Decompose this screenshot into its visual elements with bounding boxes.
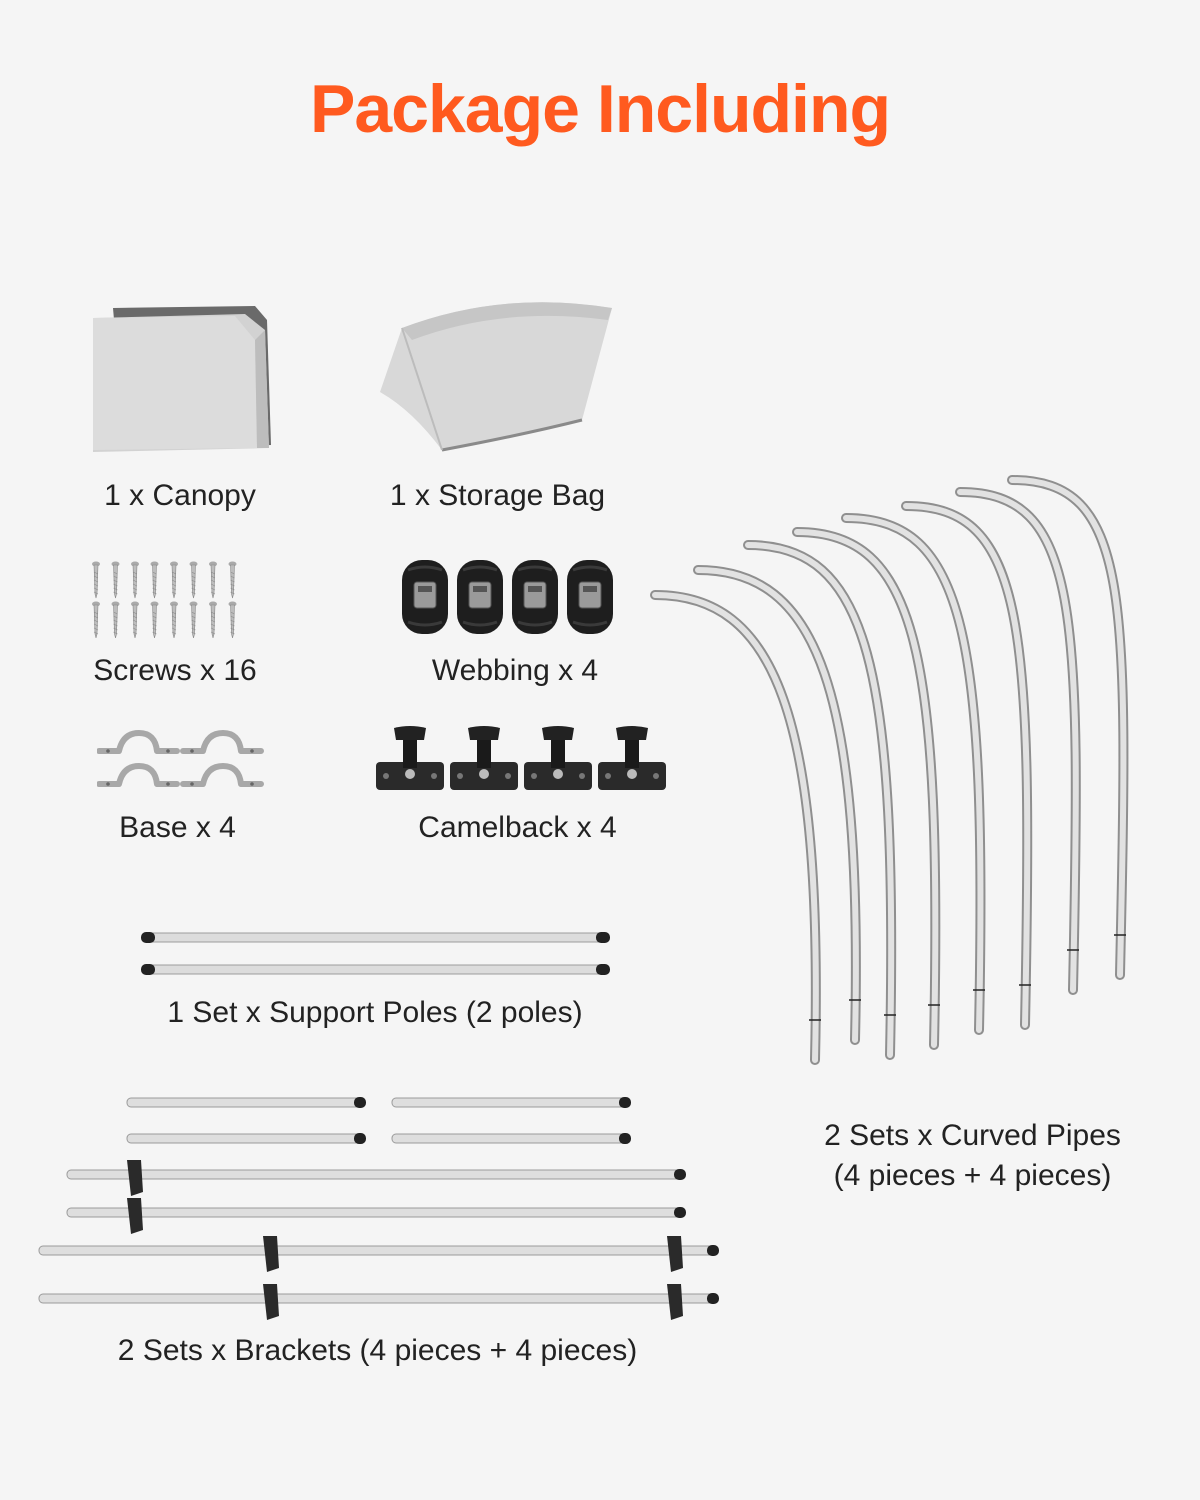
- webbing-roll: [402, 560, 448, 634]
- webbing-roll: [567, 560, 613, 634]
- bracket-clamp: [667, 1236, 683, 1272]
- webbing-image: [398, 556, 623, 638]
- screw: [131, 602, 139, 639]
- screws-label: Screws x 16: [93, 654, 257, 687]
- bracket-rod: [67, 1207, 686, 1218]
- curved-pipe: [655, 595, 821, 1060]
- webbing-roll: [512, 560, 558, 634]
- curved-pipes-label-line1: 2 Sets x Curved Pipes: [824, 1119, 1121, 1152]
- screw: [151, 562, 159, 599]
- screw: [229, 562, 237, 599]
- canopy-label: 1 x Canopy: [104, 479, 256, 512]
- bracket-rod: [39, 1245, 719, 1256]
- curved-pipe: [906, 506, 1031, 1025]
- screw: [131, 562, 139, 599]
- screw: [92, 562, 100, 599]
- camelback-image: [372, 724, 672, 794]
- camelback-knob: [450, 726, 518, 790]
- screws-image: [88, 558, 248, 638]
- bracket-rod: [392, 1133, 631, 1144]
- bracket-rod: [39, 1293, 719, 1304]
- storage-bag-label: 1 x Storage Bag: [389, 479, 606, 512]
- screw: [190, 602, 198, 639]
- screw: [209, 602, 217, 639]
- bracket-rod: [67, 1169, 686, 1180]
- base-label: Base x 4: [119, 811, 236, 844]
- screw: [229, 602, 237, 639]
- bracket-rod: [392, 1097, 631, 1108]
- brackets-image: [35, 1088, 725, 1320]
- page-title: Package Including: [309, 71, 891, 147]
- canopy-image: [85, 300, 285, 460]
- camelback-knob: [376, 726, 444, 790]
- screw: [112, 562, 120, 599]
- support-poles-label: 1 Set x Support Poles (2 poles): [167, 996, 583, 1029]
- curved-pipe: [698, 570, 861, 1040]
- screw: [170, 602, 178, 639]
- curved-pipes-image: [640, 470, 1170, 1070]
- screw: [92, 602, 100, 639]
- base-hook: [99, 766, 177, 786]
- bracket-clamp: [263, 1284, 279, 1320]
- base-hook: [183, 733, 261, 753]
- support-poles-image: [138, 928, 613, 980]
- base-image: [97, 728, 267, 794]
- bracket-clamp: [667, 1284, 683, 1320]
- screw: [170, 562, 178, 599]
- brackets-label: 2 Sets x Brackets (4 pieces + 4 pieces): [117, 1334, 638, 1367]
- screw: [190, 562, 198, 599]
- base-hook: [99, 733, 177, 753]
- camelback-knob: [524, 726, 592, 790]
- bracket-clamp: [127, 1198, 143, 1234]
- bracket-clamp: [127, 1160, 143, 1196]
- base-hook: [183, 766, 261, 786]
- webbing-label: Webbing x 4: [431, 654, 599, 687]
- webbing-roll: [457, 560, 503, 634]
- screw: [151, 602, 159, 639]
- storage-bag-image: [372, 300, 622, 460]
- camelback-label: Camelback x 4: [418, 811, 617, 844]
- bracket-clamp: [263, 1236, 279, 1272]
- curved-pipes-label-line2: (4 pieces + 4 pieces): [833, 1159, 1112, 1192]
- bracket-rod: [127, 1133, 366, 1144]
- screw: [209, 562, 217, 599]
- curved-pipe: [846, 518, 985, 1030]
- bracket-rod: [127, 1097, 366, 1108]
- screw: [112, 602, 120, 639]
- curved-pipe: [748, 545, 896, 1055]
